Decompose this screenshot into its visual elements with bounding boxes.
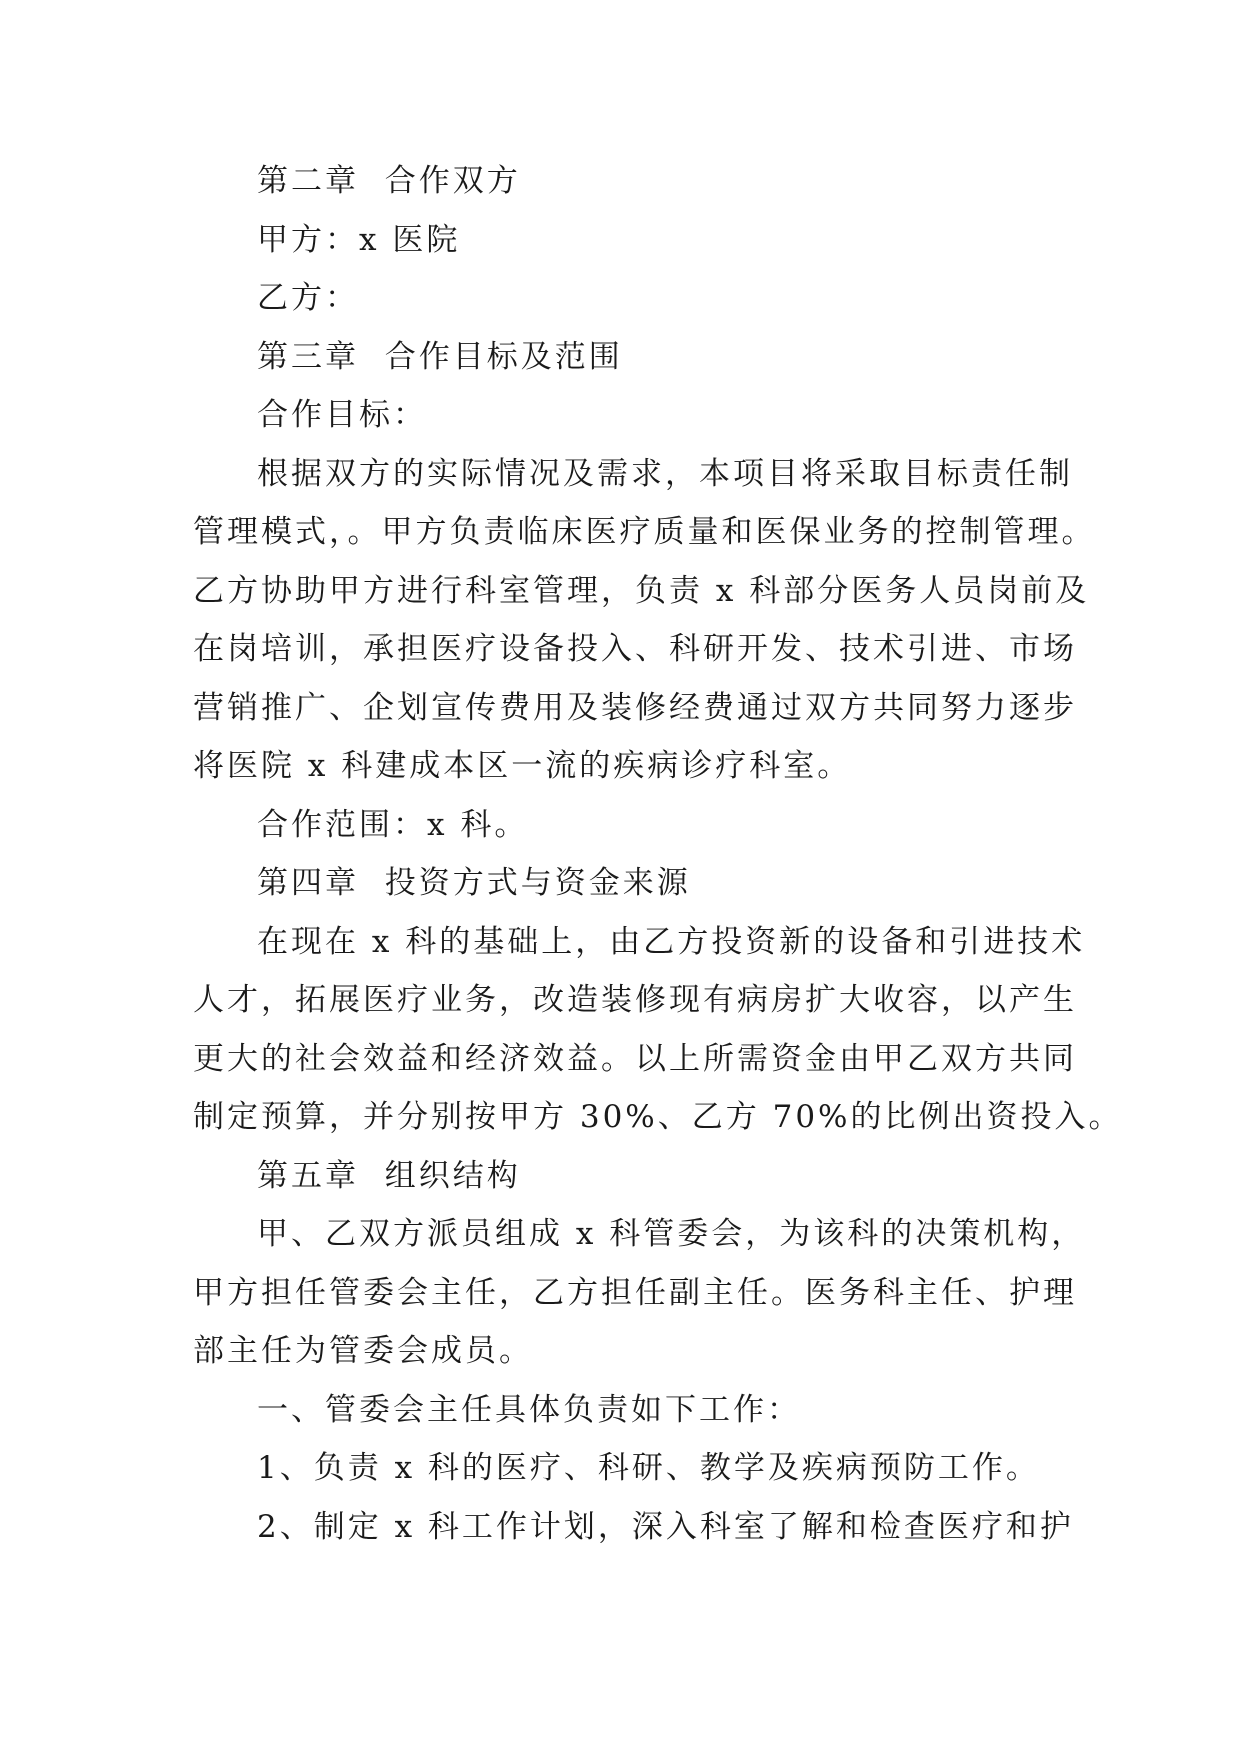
paragraph-line: 人才，拓展医疗业务，改造装修现有病房扩大收容，以产生 xyxy=(193,982,1077,1018)
cooperation-goal-label: 合作目标： xyxy=(257,397,427,433)
chapter-2-heading: 第二章 合作双方 xyxy=(257,163,521,199)
party-b-line: 乙方： xyxy=(257,280,359,316)
paragraph-line: 营销推广、企划宣传费用及装修经费通过双方共同努力逐步 xyxy=(193,689,1077,726)
party-a-line: 甲方：x 医院 xyxy=(257,221,461,258)
chapter-4-heading: 第四章 投资方式与资金来源 xyxy=(257,865,691,901)
paragraph-line: 制定预算，并分别按甲方 30%、乙方 70%的比例出资投入。 xyxy=(193,1099,1123,1135)
paragraph-line: 将医院 x 科建成本区一流的疾病诊疗科室。 xyxy=(193,748,852,784)
list-item: 2、制定 x 科工作计划，深入科室了解和检查医疗和护 xyxy=(257,1508,1074,1545)
paragraph-line: 在现在 x 科的基础上，由乙方投资新的设备和引进技术 xyxy=(257,923,1086,960)
chapter-3-heading: 第三章 合作目标及范围 xyxy=(257,338,623,375)
cooperation-scope-line: 合作范围：x 科。 xyxy=(257,806,529,843)
paragraph-line: 更大的社会效益和经济效益。以上所需资金由甲乙双方共同 xyxy=(193,1040,1077,1077)
chapter-5-heading: 第五章 组织结构 xyxy=(257,1157,521,1194)
paragraph-line: 甲方担任管委会主任，乙方担任副主任。医务科主任、护理 xyxy=(193,1274,1077,1311)
document-body xyxy=(193,152,1123,1556)
list-item: 1、负责 x 科的医疗、科研、教学及疾病预防工作。 xyxy=(257,1450,1040,1486)
list-heading: 一、管委会主任具体负责如下工作： xyxy=(257,1391,801,1428)
paragraph-line: 管理模式，。甲方负责临床医疗质量和医保业务的控制管理。 xyxy=(193,514,1096,550)
paragraph-line: 甲、乙双方派员组成 x 科管委会，为该科的决策机构， xyxy=(257,1216,1086,1252)
paragraph-line: 在岗培训，承担医疗设备投入、科研开发、技术引进、市场 xyxy=(193,631,1077,667)
paragraph-line: 乙方协助甲方进行科室管理，负责 x 科部分医务人员岗前及 xyxy=(193,572,1090,609)
paragraph-line: 部主任为管委会成员。 xyxy=(193,1333,533,1369)
paragraph-line: 根据双方的实际情况及需求，本项目将采取目标责任制 xyxy=(257,455,1073,492)
